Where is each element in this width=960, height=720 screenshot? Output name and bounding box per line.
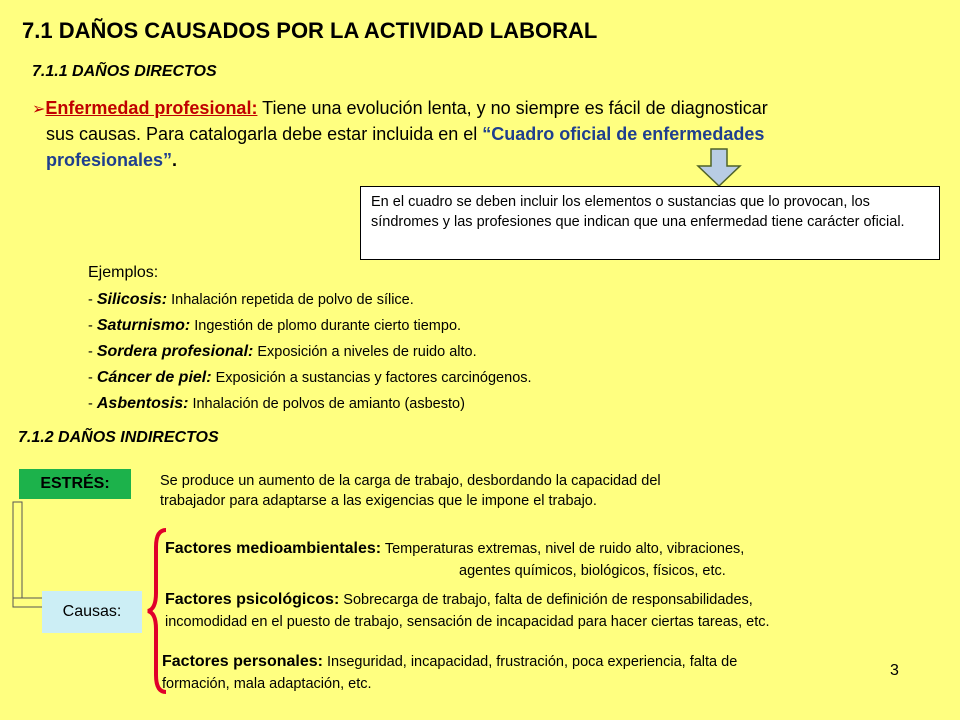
list-item: - Silicosis: Inhalación repetida de polvo de sílice.: [88, 291, 414, 308]
bullet-end: .: [172, 150, 178, 170]
section-heading-directos: 7.1.1 DAÑOS DIRECTOS: [32, 63, 217, 80]
estres-label: ESTRÉS:: [19, 469, 131, 499]
causas-label: Causas:: [42, 591, 142, 633]
list-item: - Asbentosis: Inhalación de polvos de amianto (asbesto): [88, 395, 465, 412]
examples-list: [88, 287, 532, 417]
bullet-label: Enfermedad profesional:: [45, 98, 258, 118]
examples-heading: Ejemplos:: [88, 264, 159, 281]
factor-psicologicos: Factores psicológicos: Sobrecarga de trabajo, falta de definición de responsabilidades, incomodidad en el puesto de trabajo, sensación de incapacidad para hacer ciertas tareas, etc.: [165, 591, 770, 630]
bullet-quote: “Cuadro oficial de enfermedades: [482, 124, 765, 144]
bullet-text-1: Tiene una evolución lenta, y no siempre es fácil de diagnosticar: [257, 98, 768, 118]
bullet-quote-2: profesionales”: [46, 150, 173, 170]
page-title: 7.1 DAÑOS CAUSADOS POR LA ACTIVIDAD LABORAL: [22, 18, 598, 43]
section-heading-indirectos: 7.1.2 DAÑOS INDIRECTOS: [18, 429, 219, 446]
arrow-bullet-icon: ➢: [32, 101, 46, 118]
bullet-line-2: [46, 121, 764, 147]
bullet-text-2: sus causas. Para catalogarla debe estar incluida en el: [46, 124, 483, 144]
factor-medioambientales: Factores medioambientales: Temperaturas extremas, nivel de ruido alto, vibraciones, agentes químicos, biológicos, físicos, etc.: [165, 540, 745, 579]
page-number: 3: [890, 662, 899, 679]
down-arrow-icon: [694, 148, 744, 188]
bullet-line-1: [32, 95, 768, 123]
estres-description: Se produce un aumento de la carga de trabajo, desbordando la capacidad del trabajador para adaptarse a las exigencias que le impone el trabajo.: [160, 473, 661, 509]
list-item: - Cáncer de piel: Exposición a sustancias y factores carcinógenos.: [88, 369, 532, 386]
factor-personales: Factores personales: Inseguridad, incapacidad, frustración, poca experiencia, falta de formación, mala adaptación, etc.: [162, 653, 738, 692]
list-item: - Sordera profesional: Exposición a niveles de ruido alto.: [88, 343, 477, 360]
bullet-line-3: [46, 147, 177, 173]
list-item: - Saturnismo: Ingestión de plomo durante cierto tiempo.: [88, 317, 462, 334]
note-box: En el cuadro se deben incluir los elementos o sustancias que lo provocan, los síndromes y las profesiones que indican que una enfermedad tiene carácter oficial.: [360, 186, 940, 260]
